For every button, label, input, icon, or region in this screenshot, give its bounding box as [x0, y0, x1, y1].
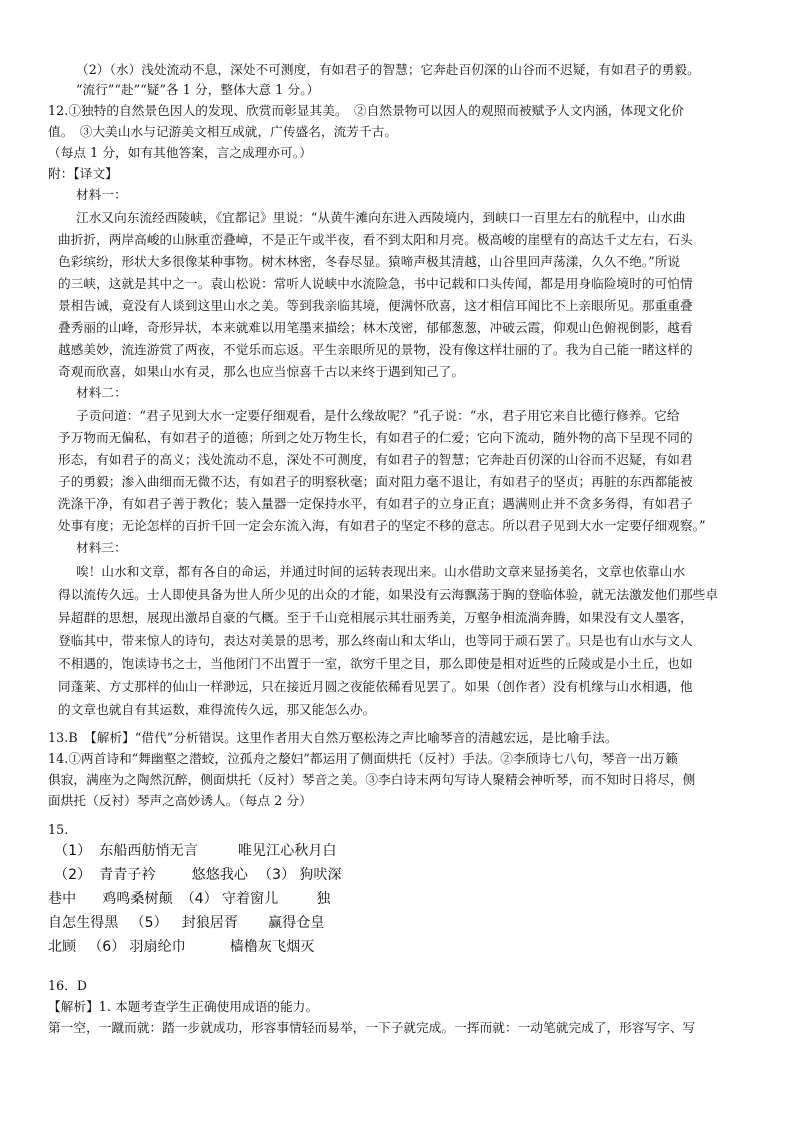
answer-text: 巷中 [48, 891, 77, 907]
text-line: （2）（水）浅处流动不息，深处不可测度，有如君子的智慧；它奔赴百仞深的山谷而不迟疑，有如君子的勇毅。 [76, 62, 700, 77]
text-line: 唉！山水和文章，都有各自的命运，并通过时间的运转表现出来。山水借助文章来显扬美名，文章也依靠山水 [76, 564, 686, 579]
text-line: 景相告诫，竟没有人谈到这里山水之美。等到我亲临其境，便满怀欣喜，这才相信耳闻比不上亲眼所见。那重重叠 [58, 298, 693, 313]
answer-number: （1） [54, 843, 92, 859]
text-line: 形态，有如君子的高义；浅处流动不息，深处不可测度，有如君子的智慧；它奔赴百仞深的山谷而不迟疑，有如君 [58, 452, 693, 467]
text-line: 处事有度；无论怎样的百折千回一定会东流入海，有如君子的坚定不移的意志。所以君子见到大水一定要仔细观察。” [58, 518, 706, 533]
text-line: 的三峡，这就是其中之一。袁山松说：常听人说峡中水流险急，书中记载和口头传闻，都是用身临险境时的可怕情 [58, 276, 693, 291]
answer-text: 东船西舫悄无言 [99, 843, 198, 859]
text-line: 14.①两首诗和“舞幽壑之潜蛟，泣孤舟之嫠妇”都运用了侧面烘托（反衬）手法。②李颀诗七八句，琴音一出万籁 [48, 751, 679, 766]
text-line: 洗涤干净，有如君子善于教化；装入量器一定保持水平，有如君子的立身正直；遇满则止并不贪多务得，有如君子 [58, 496, 693, 511]
answer-text: 自怎生得黑 [48, 915, 119, 931]
answer-row [54, 842, 337, 860]
text-line: 予万物而无偏私，有如君子的道德；所到之处万物生长，有如君子的仁爱；它向下流动，随外物的高下呈现不同的 [58, 430, 693, 445]
answer-number: （2） [54, 867, 92, 883]
answer-number: （4） [180, 891, 218, 907]
question-number: 16．D [48, 978, 88, 993]
text-line: 同蓬莱、方丈那样的仙山一样渺远，只在接近月圆之夜能依稀看见罢了。如果（创作者）没有机缘与山水相遇，他 [58, 679, 693, 694]
answer-text: 鸡鸣桑树颠 [102, 891, 173, 907]
text-line: 附：【译文】 [48, 166, 118, 181]
section-heading: 材料一： [76, 187, 127, 202]
text-line: 俱寂，满座为之陶然沉醉，侧面烘托（反衬）琴音之美。③李白诗末两句写诗人聚精会神听琴，而不知时日将尽，侧 [48, 772, 696, 787]
answer-text: 狗吠深 [299, 867, 342, 883]
question-number: 15. [48, 822, 69, 837]
text-line: 得以流传久远。士人即使具备为世人所少见的出众的才能，如果没有云海飘荡于胸的登临体验，就无法激发他们那些卓 [58, 587, 719, 602]
answer-text: 青青子衿 [99, 867, 156, 883]
answer-text: 赢得仓皇 [268, 915, 325, 931]
answer-text: 封狼居胥 [181, 915, 239, 931]
text-line: 不相遇的，饱读诗书之士，当他闭门不出置于一室，欲穷千里之目，那么即使是相对近些的丘陵或是小土丘，也如 [58, 656, 693, 671]
answer-text: 守着窗儿 [221, 891, 279, 907]
answer-row [54, 866, 342, 884]
text-line: 越感美妙，流连游赏了两夜，不觉乐而忘返。平生亲眼所见的景物，没有像这样壮丽的了。我为自己能一睹这样的 [58, 342, 693, 357]
answer-number: （3） [258, 867, 296, 883]
text-line: 13.B 【解析】“借代”分析错误。这里作者用大自然万壑松涛之声比喻琴音的清越宏远，是比喻手法。 [48, 730, 618, 745]
answer-row [48, 938, 314, 956]
text-line: 奇观而欣喜，如果山水有灵，那么也应当惊喜千古以来终于遇到知己了。 [58, 364, 465, 379]
text-line: 异超群的思想，展现出激昂自豪的气概。至于千山竞相展示其壮丽秀美，万壑争相流淌奔腾，如果没有文人墨客， [58, 610, 693, 625]
answer-row [48, 890, 330, 908]
text-line: “流行”“赴”“疑”各 1 分，整体大意 1 分。） [76, 82, 320, 97]
text-line: 的文章也就自有其运数，难得流传久远，那又能怎么办。 [58, 702, 376, 717]
text-line: （每点 1 分，如有其他答案，言之成理亦可。） [48, 145, 312, 160]
section-heading: 材料三： [76, 540, 127, 555]
text-line: 子贡问道：“君子见到大水一定要仔细观看，是什么缘故呢？”孔子说：“水，君子用它来自比德行修养。它给 [76, 408, 680, 423]
text-line: 叠秀丽的山峰，奇形异状，本来就难以用笔墨来描绘；林木茂密，郁郁葱葱，冲破云霞，仰观山色俯视倒影，越看 [58, 320, 693, 335]
answer-row [48, 914, 325, 932]
text-line: 曲折折，两岸高峻的山脉重峦叠嶂，不是正午或半夜，看不到太阳和月亮。极高峻的崖壁有的高达千丈左右，石头 [58, 232, 693, 247]
text-line: 江水又向东流经西陵峡，《宜都记》里说：“从黄牛滩向东进入西陵境内，到峡口一百里左右的航程中，山水曲 [76, 210, 686, 225]
text-line: 登临其中，带来惊人的诗句，表达对美景的思考，那么终南山和太华山，也等同于顽石罢了。只是也有山水与文人 [58, 633, 693, 648]
text-line: 值。 ③大美山水与记游美文相互成就，广传盛名，流芳千古。 [48, 124, 398, 139]
text-line: 【解析】1. 本题考查学生正确使用成语的能力。 [48, 999, 319, 1014]
text-line: 子的勇毅；渗入曲细而无微不达，有如君子的明察秋毫；面对阻力毫不退让，有如君子的坚贞；再脏的东西都能被 [58, 474, 693, 489]
answer-text: 独 [316, 891, 331, 907]
section-heading: 材料二： [76, 385, 127, 400]
text-line: 面烘托（反衬）琴声之高妙诱人。（每点 2 分） [48, 793, 312, 808]
answer-number: （6） [88, 939, 126, 955]
text-line: 色彩缤纷，形状大多很像某种事物。树木林密，冬春尽显。猿啼声极其清越，山谷里回声荡漾，久久不绝。”所说 [58, 254, 681, 269]
answer-text: 樯橹灰飞烟灭 [229, 939, 315, 955]
text-line: 12.①独特的自然景色因人的发现、欣赏而彰显其美。 ②自然景物可以因人的观照而被赋予人文内涵，体现文化价 [48, 103, 685, 118]
answer-text: 羽扇纶巾 [129, 939, 186, 955]
text-line: 第一空，一蹴而就：踏一步就成功，形容事情轻而易举，一下子就完成。一挥而就：一动笔就完成了，形容写字、写 [48, 1020, 696, 1035]
answer-text: 唯见江心秋月白 [237, 843, 337, 859]
answer-number: （5） [130, 915, 168, 931]
answer-text: 悠悠我心 [191, 867, 249, 883]
answer-text: 北顾 [48, 939, 77, 955]
